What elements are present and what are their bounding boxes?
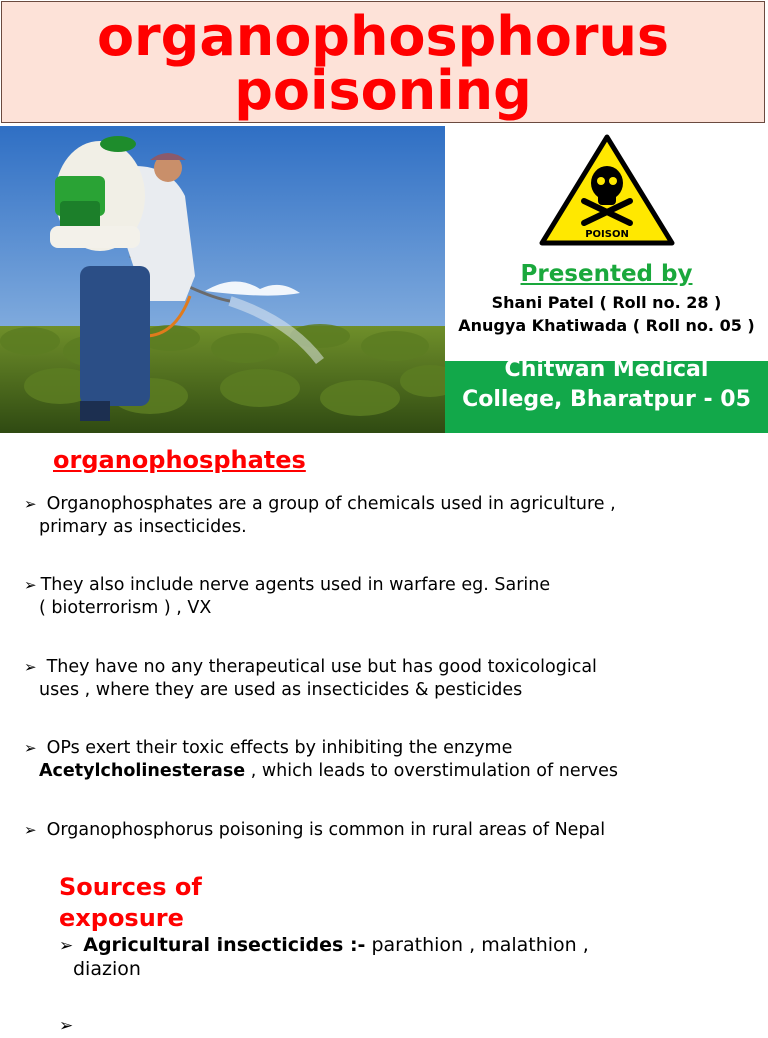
arrow-bullet-icon: ➢	[24, 739, 37, 757]
arrow-bullet-icon: ➢	[24, 576, 37, 594]
arrow-bullet-icon: ➢	[59, 936, 74, 956]
bullet-item: ➢ OPs exert their toxic effects by inhibiting the enzyme Acetylcholinesterase , which leads to overstimulation of nerves	[24, 738, 619, 781]
presented-by-heading: Presented by	[520, 261, 693, 287]
poison-sign-label: POISON	[585, 229, 629, 240]
section-heading-sources: Sources of exposure	[59, 873, 202, 932]
college-name: Chitwan Medical College, Bharatpur - 05	[462, 361, 751, 412]
presenter-name: Shani Patel ( Roll no. 28 )	[491, 293, 722, 312]
bullet-item-cutoff	[59, 1014, 768, 1038]
bullet-item: ➢ They also include nerve agents used in warfare eg. Sarine ( bioterrorism ) , VX	[24, 575, 551, 618]
bullet-item: ➢ Organophosphorus poisoning is common in rural areas of Nepal	[24, 820, 606, 840]
bullet-item: ➢ Organophosphates are a group of chemicals used in agriculture , primary as insecticides.	[24, 494, 616, 537]
arrow-bullet-icon: ➢	[59, 1016, 74, 1036]
title-line-1: organophosphorus	[96, 5, 670, 68]
section-heading-organophosphates: organophosphates	[53, 446, 306, 474]
arrow-bullet-icon: ➢	[24, 658, 37, 676]
poison-warning-sign	[536, 131, 678, 249]
presenter-name: Anugya Khatiwada ( Roll no. 05 )	[458, 316, 755, 335]
bullet-item: ➢ Agricultural insecticides :- parathion , malathion , diazion	[59, 934, 589, 980]
arrow-bullet-icon: ➢	[24, 495, 37, 513]
college-banner	[445, 361, 768, 433]
arrow-bullet-icon: ➢	[24, 821, 37, 839]
title-line-2: poisoning	[234, 59, 532, 122]
title-banner	[1, 1, 765, 123]
bullet-item: ➢ They have no any therapeutical use but has good toxicological uses , where they are used as insecticides & pesticides	[24, 657, 597, 700]
farmer-spraying-pesticide-photo	[0, 126, 445, 433]
